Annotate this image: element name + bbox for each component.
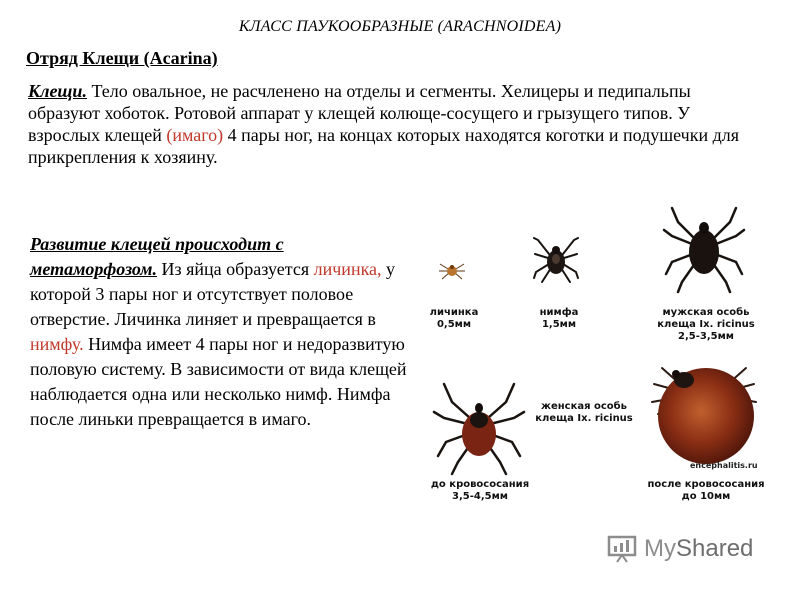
caption-before-label: до кровососания: [430, 479, 530, 490]
development-nymph: нимфу.: [30, 334, 84, 354]
intro-term: Клещи.: [28, 81, 87, 101]
development-larva: личинка,: [313, 259, 382, 279]
intro-paragraph: [28, 80, 748, 168]
larva-tick-image: [436, 258, 468, 282]
caption-larva-name: личинка: [429, 307, 479, 318]
caption-before-size: 3,5-4,5мм: [452, 491, 508, 502]
caption-after-size: до 10мм: [681, 491, 731, 502]
order-heading: Отряд Клещи (Acarina): [26, 48, 218, 68]
caption-before-feeding: [420, 479, 540, 503]
caption-nymph-name: нимфа: [539, 307, 579, 318]
development-paragraph: [30, 232, 412, 432]
caption-male: [640, 307, 772, 343]
male-tick-image: [660, 200, 748, 296]
caption-larva-size: 0,5мм: [436, 319, 472, 330]
female-before-feeding-image: [430, 378, 528, 478]
caption-male-line2: клеща Ix. ricinus: [657, 319, 755, 330]
intro-text-2: 4 пары ног, на концах которых находятся коготки и подушечки для прикрепления к хозяину.: [28, 125, 740, 167]
caption-female: [530, 401, 638, 425]
intro-highlight-imago: (имаго): [166, 125, 224, 145]
logo-wordmark: [644, 535, 753, 563]
development-text-3: Нимфа имеет 4 пары ног и недоразвитую половую систему. В зависимости от вида клещей наблюдается одна или несколько нимф. Нимфа после линьки превращается в имаго.: [30, 334, 407, 429]
development-lead: Развитие клещей происходит с метаморфозом.: [30, 234, 284, 279]
caption-male-size: 2,5-3,5мм: [678, 331, 734, 342]
caption-female-line1: женская особь: [541, 401, 627, 412]
caption-female-line2: клеща Ix. ricinus: [535, 413, 633, 424]
caption-after-label: после кровососания: [647, 479, 765, 490]
logo-brand-b: Shared: [676, 535, 754, 562]
logo-brand-a: My: [644, 535, 676, 562]
development-text-1: Из яйца образуется: [157, 259, 314, 279]
presentation-icon: [606, 534, 640, 564]
caption-nymph: [526, 307, 592, 331]
caption-larva: [418, 307, 490, 331]
intro-text-1: Тело овальное, не расчленено на отделы и сегменты. Хелицеры и педипальпы образуют хоботок. Ротовой аппарат у клещей колюще-сосущего и грызущего типов. У взрослых клещей: [28, 81, 691, 145]
caption-nymph-size: 1,5мм: [541, 319, 577, 330]
image-credit: encephalitis.ru: [690, 461, 758, 470]
nymph-tick-image: [530, 232, 582, 288]
caption-male-line1: мужская особь: [662, 307, 750, 318]
development-text-2: у которой 3 пары ног и отсутствует половое отверстие. Личинка линяет и превращается в: [30, 259, 396, 329]
slide-title: КЛАСС ПАУКООБРАЗНЫЕ (ARACHNOIDEA): [238, 18, 562, 35]
female-after-feeding-image: [640, 350, 768, 468]
caption-after-feeding: [640, 479, 772, 503]
myshared-logo: [606, 534, 753, 564]
